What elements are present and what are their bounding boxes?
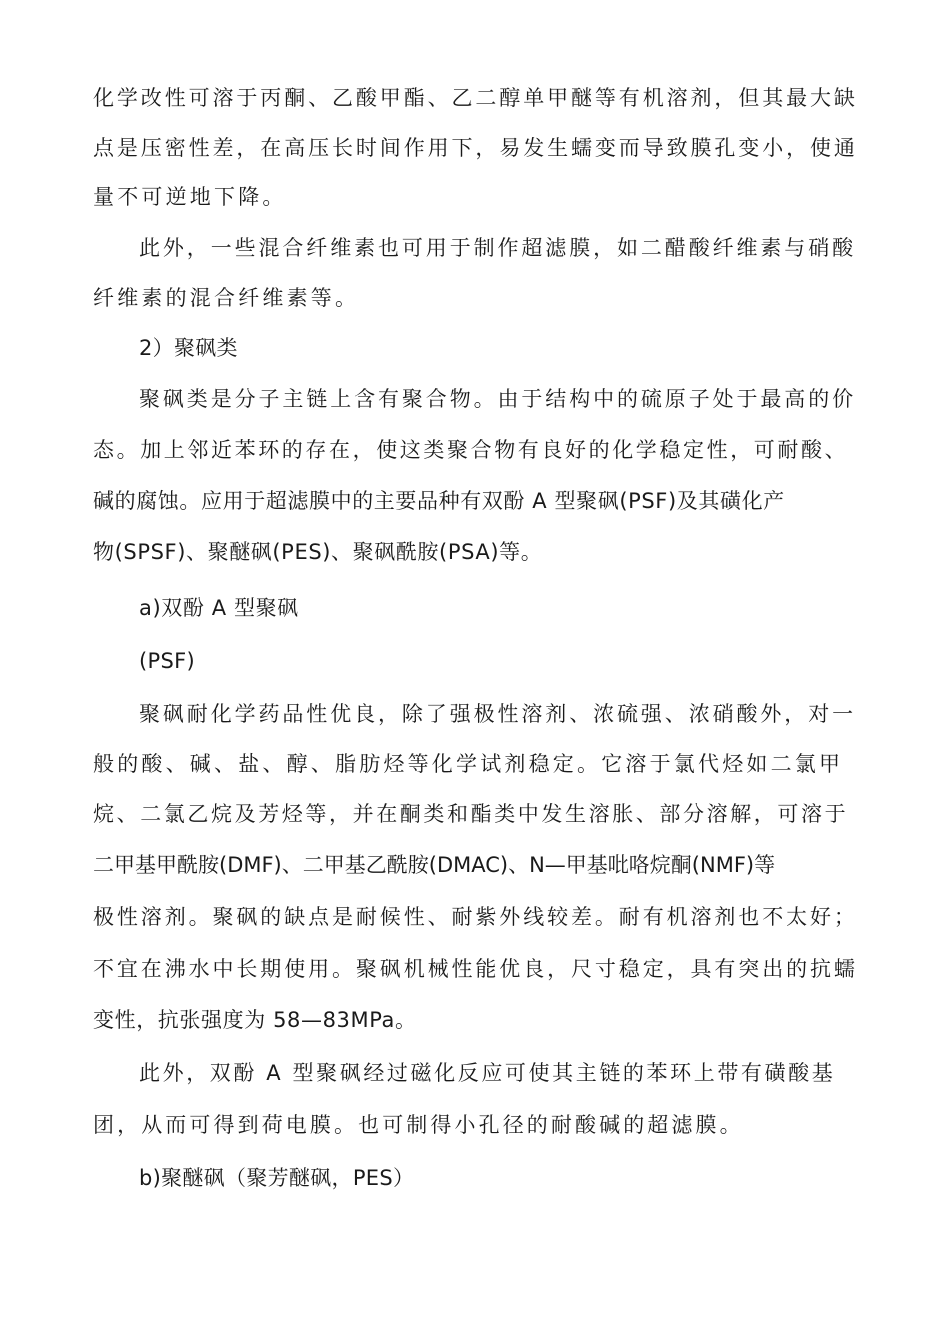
body-text-line: 物(SPSF)、聚醚砜(PES)、聚砜酰胺(PSA)等。 (93, 540, 543, 564)
paragraph-first-line: 聚砜耐化学药品性优良，除了强极性溶剂、浓硫强、浓硝酸外，对一 (139, 702, 856, 726)
body-text-line: 量不可逆地下降。 (93, 185, 287, 209)
body-text-line: 纤维素的混合纤维素等。 (93, 286, 360, 310)
body-text-line: 态。加上邻近苯环的存在，使这类聚合物有良好的化学稳定性，可耐酸、 (93, 438, 849, 462)
body-text-line: 极性溶剂。聚砜的缺点是耐候性、耐紫外线较差。耐有机溶剂也不太好； (93, 905, 858, 929)
subsection-heading: a)双酚 A 型聚砜 (139, 596, 299, 620)
body-text-line: 碱的腐蚀。应用于超滤膜中的主要品种有双酚 A 型聚砜(PSF)及其磺化产 (93, 489, 785, 513)
subsection-heading: b)聚醚砜（聚芳醚砜，PES） (139, 1166, 415, 1190)
body-text-line: 化学改性可溶于丙酮、乙酸甲酯、乙二醇单甲醚等有机溶剂，但其最大缺 (93, 86, 858, 110)
paragraph-first-line: 聚砜类是分子主链上含有聚合物。由于结构中的硫原子处于最高的价 (139, 387, 856, 411)
paragraph-first-line: 此外，双酚 A 型聚砜经过磁化反应可使其主链的苯环上带有磺酸基 (139, 1061, 836, 1085)
body-text-line: 变性，抗张强度为 58—83MPa。 (93, 1008, 417, 1032)
body-text-line: 不宜在沸水中长期使用。聚砜机械性能优良，尺寸稳定，具有突出的抗蠕 (93, 957, 858, 981)
section-heading: 2）聚砜类 (139, 336, 238, 360)
body-text-line: 团，从而可得到荷电膜。也可制得小孔径的耐酸碱的超滤膜。 (93, 1113, 744, 1137)
body-text-line: 烷、二氯乙烷及芳烃等，并在酮类和酯类中发生溶胀、部分溶解，可溶于 (93, 802, 849, 826)
body-text-line: 二甲基甲酰胺(DMF)、二甲基乙酰胺(DMAC)、N—甲基吡咯烷酮(NMF)等 (93, 853, 776, 877)
subsection-heading-continued: (PSF) (139, 649, 195, 673)
body-text-line: 点是压密性差，在高压长时间作用下，易发生蠕变而导致膜孔变小，使通 (93, 136, 858, 160)
paragraph-first-line: 此外，一些混合纤维素也可用于制作超滤膜，如二醋酸纤维素与硝酸 (139, 236, 856, 260)
body-text-line: 般的酸、碱、盐、醇、脂肪烃等化学试剂稳定。它溶于氯代烃如二氯甲 (93, 752, 844, 776)
